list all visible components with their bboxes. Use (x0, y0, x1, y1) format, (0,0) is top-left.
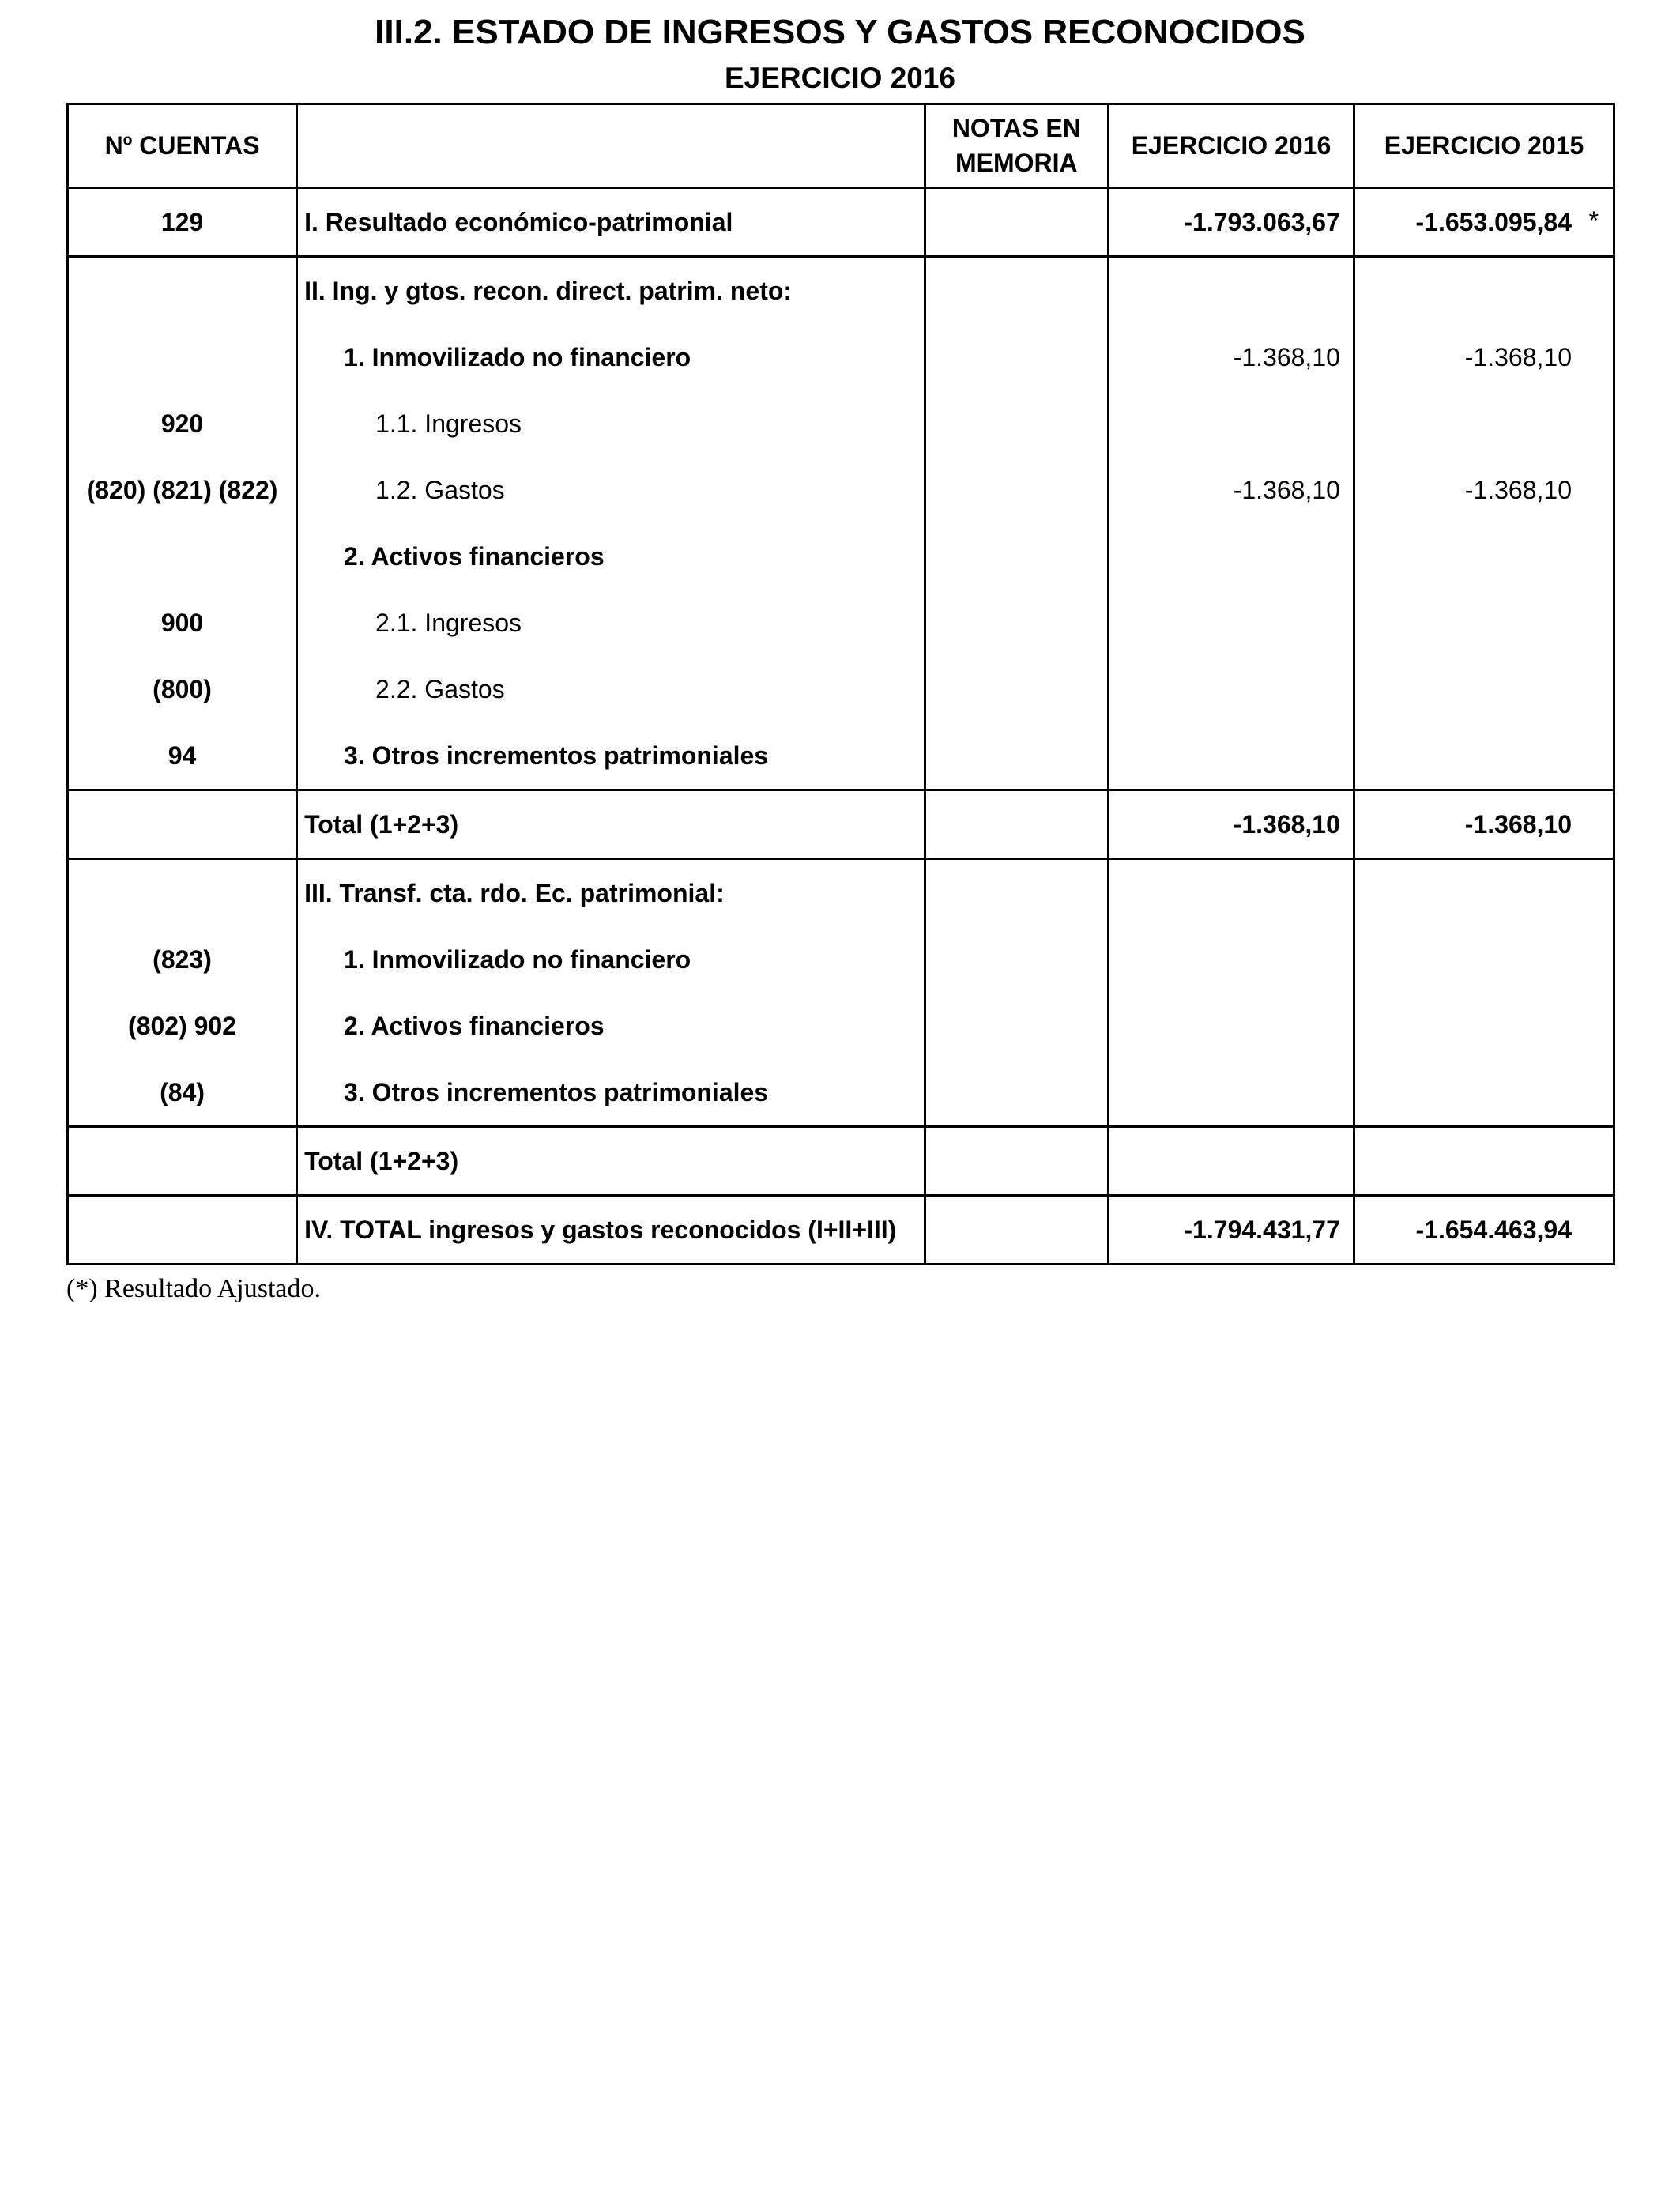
account-code: (800) (69, 656, 298, 722)
table-row (69, 722, 1613, 789)
row-notes (926, 722, 1109, 789)
row-description: IV. TOTAL ingresos y gastos reconocidos (I+II+III) (298, 1197, 925, 1263)
row-notes (926, 656, 1109, 722)
table-row (69, 523, 1613, 590)
account-code (69, 523, 298, 590)
header-notes-line1: NOTAS EN (951, 114, 1081, 143)
value-2015 (1355, 860, 1613, 926)
value-2016 (1109, 258, 1355, 324)
table-row (69, 993, 1613, 1059)
header-notes (926, 105, 1109, 187)
row-notes (926, 523, 1109, 590)
row-description: 2. Activos financieros (298, 993, 926, 1059)
table-header (69, 105, 1613, 189)
value-2015-text: -1.653.095,84 (1415, 207, 1573, 236)
table-row (69, 457, 1613, 523)
page-title: III.2. ESTADO DE INGRESOS Y GASTOS RECONOCIDOS (375, 13, 1305, 51)
row-description: 1.1. Ingresos (298, 390, 926, 457)
section-direct-equity-total (69, 791, 1613, 860)
row-notes (926, 189, 1109, 255)
row-notes (926, 390, 1109, 457)
table-row (69, 656, 1613, 722)
row-description: 2.2. Gastos (298, 656, 926, 722)
value-2015 (1355, 189, 1613, 255)
adjusted-mark: * (1588, 206, 1599, 235)
value-2016 (1109, 523, 1355, 590)
header-notes-line2: MEMORIA (955, 148, 1078, 177)
row-description: 1. Inmovilizado no financiero (298, 324, 926, 390)
row-description: I. Resultado económico-patrimonial (298, 189, 925, 255)
value-2016: -1.368,10 (1109, 324, 1355, 390)
section-grand-total (69, 1197, 1613, 1263)
value-2015 (1355, 993, 1613, 1059)
row-notes (926, 860, 1109, 926)
row-notes (926, 993, 1109, 1059)
value-2015: -1.368,10 (1464, 475, 1572, 504)
row-notes (926, 258, 1109, 324)
row-description: Total (1+2+3) (298, 791, 925, 858)
value-2015 (1355, 523, 1613, 590)
header-accounts: Nº CUENTAS (69, 105, 298, 187)
row-notes (926, 457, 1109, 523)
row-notes (926, 1128, 1109, 1194)
row-description: II. Ing. y gtos. recon. direct. patrim. neto: (298, 258, 925, 324)
value-2015 (1355, 722, 1613, 789)
value-2015 (1355, 1059, 1613, 1125)
value-2016 (1109, 590, 1355, 656)
statement-table (66, 103, 1615, 1265)
account-code: 94 (69, 722, 298, 789)
account-code: (84) (69, 1059, 298, 1125)
table-row (69, 1059, 1613, 1125)
account-code: (823) (69, 926, 298, 993)
account-code: (802) 902 (69, 993, 298, 1059)
value-2016 (1109, 1128, 1355, 1194)
table-row (69, 1128, 1613, 1194)
value-2016: -1.368,10 (1109, 791, 1355, 858)
value-2016 (1109, 1059, 1355, 1125)
value-2016 (1109, 656, 1355, 722)
account-code: 129 (69, 189, 298, 255)
value-2015 (1355, 1128, 1613, 1194)
value-2015 (1355, 656, 1613, 722)
table-row (69, 1197, 1613, 1263)
value-2015 (1355, 590, 1613, 656)
row-notes (926, 1059, 1109, 1125)
section-transfers (69, 860, 1613, 1128)
header-row (69, 105, 1613, 187)
value-2015: -1.368,10 (1464, 342, 1572, 371)
account-code (69, 1197, 298, 1263)
value-2016 (1109, 926, 1355, 993)
value-2015 (1355, 390, 1613, 457)
account-code (69, 791, 298, 858)
table-row (69, 926, 1613, 993)
value-2015 (1355, 258, 1613, 324)
value-2016 (1109, 860, 1355, 926)
value-2016 (1109, 722, 1355, 789)
table-row (69, 258, 1613, 324)
footnote: (*) Resultado Ajustado. (66, 1274, 322, 1303)
row-notes (926, 791, 1109, 858)
value-2016: -1.794.431,77 (1109, 1197, 1355, 1263)
table-row (69, 189, 1613, 255)
value-2015: -1.654.463,94 (1415, 1215, 1573, 1244)
header-year-2016: EJERCICIO 2016 (1109, 105, 1355, 187)
account-code: 900 (69, 590, 298, 656)
header-year-2015: EJERCICIO 2015 (1384, 130, 1584, 160)
row-description: 2. Activos financieros (298, 523, 926, 590)
row-notes (926, 1197, 1109, 1263)
value-2015: -1.368,10 (1464, 809, 1573, 839)
table-row (69, 590, 1613, 656)
account-code (69, 860, 298, 926)
row-notes (926, 926, 1109, 993)
row-description: 1. Inmovilizado no financiero (298, 926, 926, 993)
section-result (69, 189, 1613, 258)
row-description: III. Transf. cta. rdo. Ec. patrimonial: (298, 860, 925, 926)
account-code: (820) (821) (822) (69, 457, 298, 523)
table-row (69, 324, 1613, 390)
account-code (69, 1128, 298, 1194)
value-2016 (1109, 993, 1355, 1059)
table-row (69, 860, 1613, 926)
value-2016: -1.793.063,67 (1109, 189, 1355, 255)
row-notes (926, 590, 1109, 656)
account-code: 920 (69, 390, 298, 457)
value-2016 (1109, 390, 1355, 457)
row-description: 3. Otros incrementos patrimoniales (298, 1059, 926, 1125)
account-code (69, 258, 298, 324)
header-description (298, 105, 926, 187)
value-2016: -1.368,10 (1109, 457, 1355, 523)
row-description: 1.2. Gastos (298, 457, 926, 523)
row-description: 2.1. Ingresos (298, 590, 926, 656)
value-2015 (1355, 926, 1613, 993)
page-subtitle: EJERCICIO 2016 (724, 62, 956, 94)
row-description: 3. Otros incrementos patrimoniales (298, 722, 926, 789)
account-code (69, 324, 298, 390)
section-direct-equity (69, 258, 1613, 791)
table-row (69, 390, 1613, 457)
section-transfers-total (69, 1128, 1613, 1197)
row-description: Total (1+2+3) (298, 1128, 925, 1194)
row-notes (926, 324, 1109, 390)
table-row (69, 791, 1613, 858)
